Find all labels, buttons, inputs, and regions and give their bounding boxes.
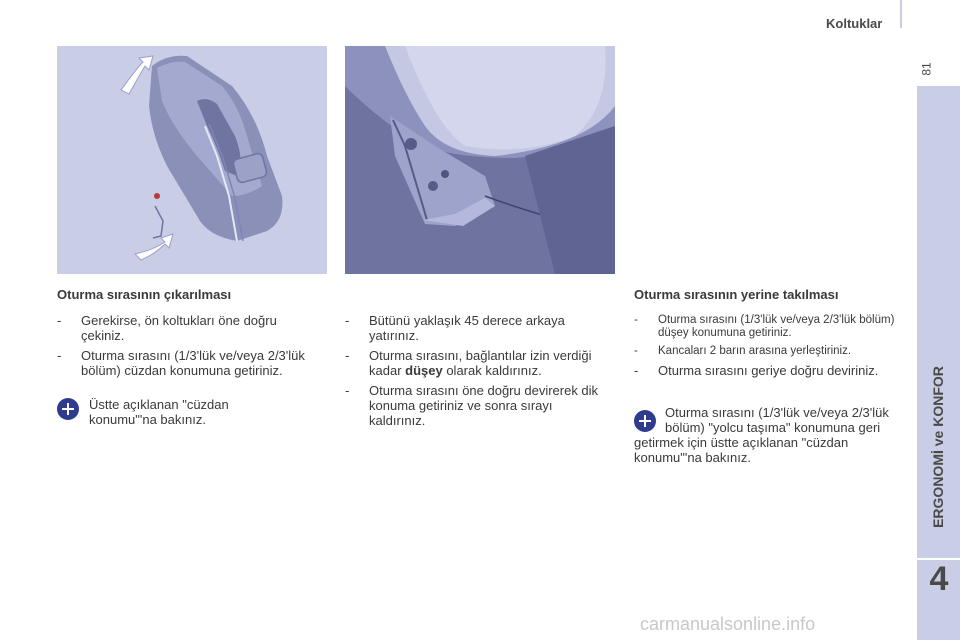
right-section-title: Oturma sırasının yerine takılması	[634, 287, 839, 302]
watermark: carmanualsonline.info	[640, 614, 816, 634]
list-item: - Oturma sırasını, bağlantılar izin verdiği kadar düşey olarak kaldırınız.	[345, 348, 592, 378]
page-number: 81	[919, 62, 934, 76]
left-steps-list	[57, 313, 319, 383]
list-item: - Oturma sırasını (1/3'lük ve/veya 2/3'lük bölüm) düşey konumuna getiriniz.	[634, 314, 895, 339]
list-item: - Oturma sırasını geriye doğru deviriniz.	[634, 363, 879, 378]
list-item: - Kancaları 2 barın arasına yerleştiriniz.	[634, 345, 852, 357]
list-item: - Oturma sırasını (1/3'lük ve/veya 2/3'lük bölüm) cüzdan konumuna getiriniz.	[57, 348, 305, 378]
list-item: - Oturma sırasını öne doğru devirerek dik konuma getiriniz ve sonra sırayı kaldırınız.	[345, 383, 599, 428]
chapter-title: ERGONOMİ ve KONFOR	[930, 366, 946, 528]
middle-steps-list	[345, 313, 610, 433]
list-item: - Bütünü yaklaşık 45 derece arkaya yatırınız.	[345, 313, 565, 343]
header-title: Koltuklar	[826, 16, 883, 31]
plus-info-icon	[57, 398, 79, 420]
left-section-title: Oturma sırasının çıkarılması	[57, 287, 232, 302]
right-steps-list	[634, 314, 906, 383]
chapter-number: 4	[929, 560, 949, 598]
list-item: - Gerekirse, ön koltukları öne doğru çekiniz.	[57, 313, 277, 343]
seat-wallet-illustration	[57, 46, 327, 274]
left-note: Üstte açıklanan "cüzdan konumu"'na bakınız.	[89, 397, 229, 427]
header-rule	[900, 0, 902, 28]
seat-hook-illustration	[345, 46, 615, 274]
right-note: Oturma sırasını (1/3'lük ve/veya 2/3'lük bölüm) "yolcu taşıma" konumuna geri getirmek için üstte açıklanan "cüzdan konumu"'na bakınız.	[634, 405, 889, 465]
